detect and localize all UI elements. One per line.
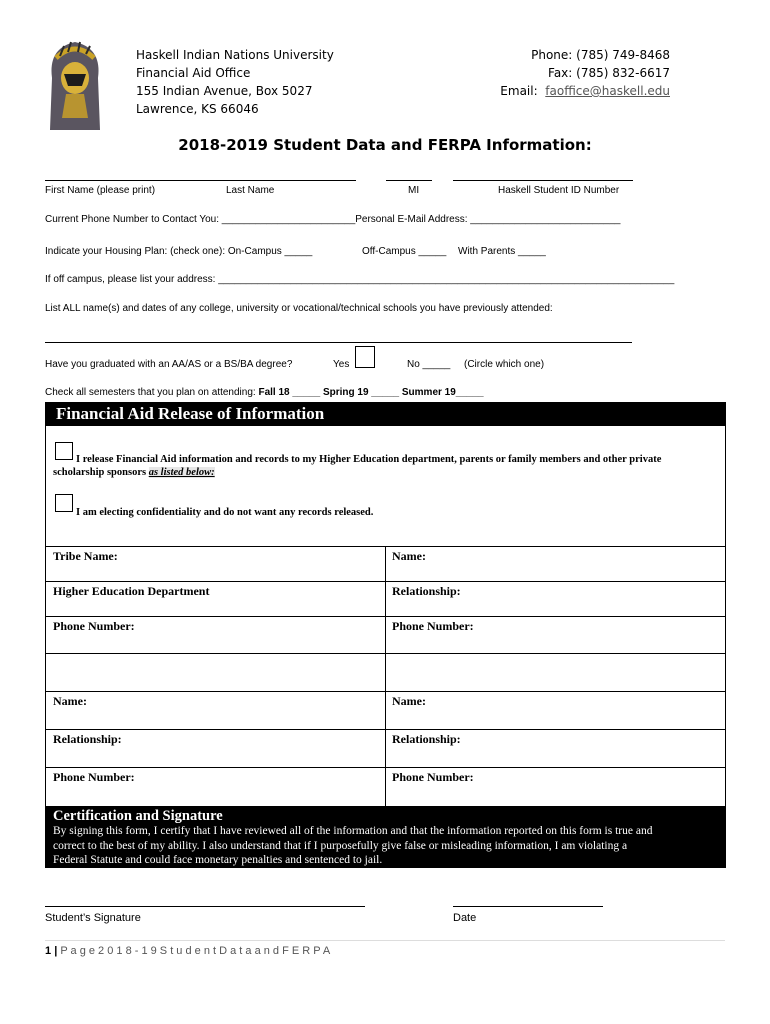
certification-text: correct to the best of my ability. I also understand that if I purposefully give false or misleading information, I am violating a xyxy=(53,840,628,852)
phone-number-field[interactable]: Phone Number: xyxy=(392,619,474,633)
graduated-label: Have you graduated with an AA/AS or a BS/BA degree? xyxy=(45,359,293,370)
footer-separator: | xyxy=(54,945,61,957)
certification-block xyxy=(45,806,726,868)
housing-off-campus[interactable]: Off-Campus _____ xyxy=(362,246,447,257)
date-line[interactable] xyxy=(453,906,603,907)
higher-ed-department-field[interactable]: Higher Education Department xyxy=(53,584,210,598)
certification-text: By signing this form, I certify that I have reviewed all of the information and that the information reported on this form is true and xyxy=(53,825,653,837)
last-name-label: Last Name xyxy=(226,185,275,196)
mi-line[interactable] xyxy=(386,180,432,181)
housing-label[interactable]: Indicate your Housing Plan: (check one): On-Campus _____ xyxy=(45,246,313,257)
confidentiality-option-text: I am electing confidentiality and do not want any records released. xyxy=(76,507,374,518)
page-number: 1 xyxy=(45,945,52,957)
tribe-name-field[interactable]: Tribe Name: xyxy=(53,549,118,563)
header-fax: Fax: (785) 832-6617 xyxy=(548,66,670,80)
relationship-field[interactable]: Relationship: xyxy=(392,732,461,746)
graduated-yes-checkbox[interactable] xyxy=(355,346,375,368)
name-field[interactable]: Name: xyxy=(53,694,87,708)
graduated-circle-note: (Circle which one) xyxy=(464,359,545,370)
date-label: Date xyxy=(453,912,477,924)
header-email-label: Email: xyxy=(500,84,538,98)
mi-label: MI xyxy=(408,185,420,196)
release-heading: Financial Aid Release of Information xyxy=(56,404,325,423)
email-link[interactable]: faoffice@haskell.edu xyxy=(545,84,670,98)
student-signature-line[interactable] xyxy=(45,906,365,907)
semesters-options[interactable]: Fall 18 _____ Spring 19 _____ Summer 19_____ xyxy=(258,387,484,398)
phone-number-field[interactable]: Phone Number: xyxy=(53,619,135,633)
phone-number-field[interactable]: Phone Number: xyxy=(53,770,135,784)
confidentiality-checkbox[interactable] xyxy=(55,494,73,512)
header-address-line: Lawrence, KS 66046 xyxy=(136,102,259,116)
relationship-field[interactable]: Relationship: xyxy=(53,732,122,746)
name-field[interactable]: Name: xyxy=(392,694,426,708)
student-signature-label: Student’s Signature xyxy=(45,912,141,924)
housing-with-parents[interactable]: With Parents _____ xyxy=(458,246,546,257)
header-address-line: Haskell Indian Nations University xyxy=(136,48,334,62)
release-option-text: I release Financial Aid information and records to my Higher Education department, parents or family members and other private xyxy=(76,454,662,465)
phone-email-line[interactable]: Current Phone Number to Contact You: ________________________Personal E-Mail Address: ___________________________ xyxy=(45,214,621,225)
footer-text: P a g e 2 0 1 8 - 1 9 S t u d e n t D a t a a n d F E R P A xyxy=(60,945,331,957)
as-listed-below-link: as listed below: xyxy=(148,467,215,478)
release-checkbox[interactable] xyxy=(55,442,73,460)
phone-number-field[interactable]: Phone Number: xyxy=(392,770,474,784)
student-id-label: Haskell Student ID Number xyxy=(498,185,620,196)
first-last-name-line[interactable] xyxy=(45,180,356,181)
schools-label: List ALL name(s) and dates of any college, university or vocational/technical schools you have previously attended: xyxy=(45,303,553,314)
semesters-label: Check all semesters that you plan on attending: xyxy=(45,387,256,398)
certification-heading: Certification and Signature xyxy=(53,808,223,824)
certification-text: Federal Statute and could face monetary penalties and sentenced to jail. xyxy=(53,854,383,866)
student-id-line[interactable] xyxy=(453,180,633,181)
schools-line[interactable] xyxy=(45,342,632,343)
header-address-line: 155 Indian Avenue, Box 5027 xyxy=(136,84,313,98)
release-option-text-2: scholarship sponsors xyxy=(53,467,147,478)
relationship-field[interactable]: Relationship: xyxy=(392,584,461,598)
university-logo xyxy=(44,38,106,134)
header-phone: Phone: (785) 749-8468 xyxy=(531,48,670,62)
name-field[interactable]: Name: xyxy=(392,549,426,563)
graduated-yes[interactable]: Yes xyxy=(333,359,350,370)
graduated-no[interactable]: No _____ xyxy=(407,359,451,370)
address-line[interactable]: If off campus, please list your address: __________________________________________________________________________________ xyxy=(45,274,675,285)
first-name-label: First Name (please print) xyxy=(45,185,156,196)
release-heading-bar xyxy=(45,402,726,426)
header-address-line: Financial Aid Office xyxy=(136,66,251,80)
page-title: 2018-2019 Student Data and FERPA Information: xyxy=(178,136,592,154)
